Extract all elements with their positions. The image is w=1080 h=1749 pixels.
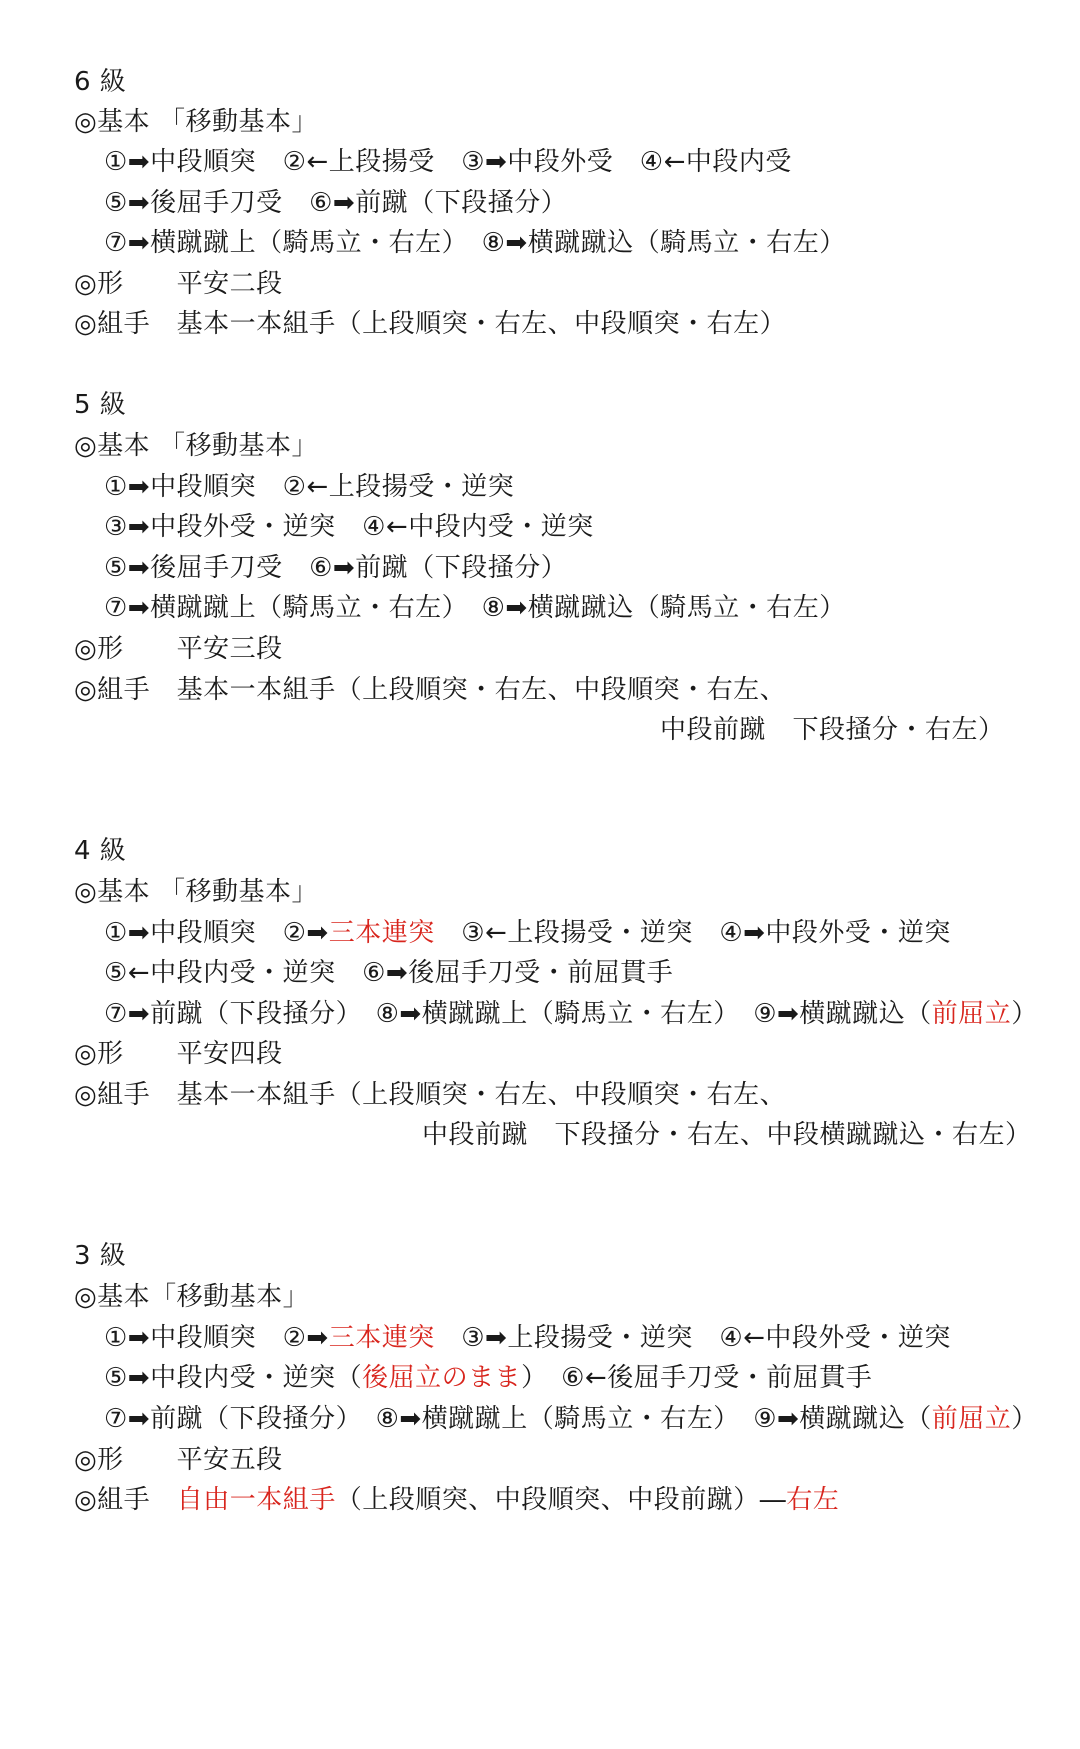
kihon-line	[104, 1358, 872, 1398]
line-text: ③➡上段揚受・逆突 ④←中段外受・逆突	[434, 1323, 951, 1353]
line-text: （上段順突、中段順突、中段前蹴）―	[335, 1485, 787, 1515]
kumite-line	[660, 710, 1005, 750]
grade-title: 5 級	[74, 390, 127, 420]
line-text: 中段前蹴 下段掻分・右左、中段横蹴蹴込・右左）	[422, 1120, 1032, 1150]
line-text: ⑤➡後屈手刀受 ⑥➡前蹴（下段掻分）	[104, 553, 568, 583]
kihon-line	[104, 548, 567, 588]
line-text: ⑤➡中段内受・逆突（	[104, 1363, 363, 1393]
grade-title: 4 級	[74, 836, 127, 866]
kumite-line	[422, 1115, 1032, 1155]
kihon-line	[104, 1318, 951, 1358]
highlighted-text: 前屈立	[931, 999, 1012, 1029]
line-text: ⑤←中段内受・逆突 ⑥➡後屈手刀受・前屈貫手	[104, 958, 674, 988]
kata-line: ◎形 平安三段	[74, 634, 283, 664]
line-text: ⑦➡前蹴（下段掻分） ⑧➡横蹴蹴上（騎馬立・右左） ⑨➡横蹴蹴込（	[104, 1404, 932, 1434]
line-text: ①➡中段順突 ②➡	[104, 1323, 329, 1353]
kata-line: ◎形 平安五段	[74, 1445, 283, 1475]
highlighted-text: 後屈立のまま	[362, 1363, 522, 1393]
line-text: 中段前蹴 下段掻分・右左）	[660, 715, 1005, 745]
kata-line: ◎形 平安二段	[74, 269, 283, 299]
grade-title: 6 級	[74, 67, 127, 97]
highlighted-text: 右左	[786, 1485, 840, 1515]
highlighted-text: 三本連突	[328, 1323, 435, 1353]
kihon-header: ◎基本 「移動基本」	[74, 107, 318, 137]
kumite-line	[74, 1480, 839, 1520]
highlighted-text: 自由一本組手	[176, 1485, 336, 1515]
line-text: ◎組手 基本一本組手（上段順突・右左、中段順突・右左、	[74, 1080, 787, 1110]
line-text: ⑦➡前蹴（下段掻分） ⑧➡横蹴蹴上（騎馬立・右左） ⑨➡横蹴蹴込（	[104, 999, 932, 1029]
highlighted-text: 三本連突	[328, 918, 435, 948]
kumite-line	[74, 1075, 786, 1115]
kumite-line	[74, 304, 786, 344]
line-text: ◎組手 基本一本組手（上段順突・右左、中段順突・右左、	[74, 675, 787, 705]
kihon-header: ◎基本「移動基本」	[74, 1282, 310, 1312]
line-text: ⑦➡横蹴蹴上（騎馬立・右左） ⑧➡横蹴蹴込（騎馬立・右左）	[104, 228, 846, 258]
kihon-line	[104, 1399, 1038, 1439]
line-text: ）	[1011, 1404, 1038, 1434]
kihon-header: ◎基本 「移動基本」	[74, 431, 318, 461]
kihon-line	[104, 913, 951, 953]
line-text: ③➡中段外受・逆突 ④←中段内受・逆突	[104, 512, 594, 542]
kihon-line	[104, 223, 846, 263]
kihon-line	[104, 588, 846, 628]
kihon-line	[104, 994, 1038, 1034]
line-text: ①➡中段順突 ②←上段揚受・逆突	[104, 472, 515, 502]
highlighted-text: 前屈立	[931, 1404, 1012, 1434]
line-text: ） ⑥←後屈手刀受・前屈貫手	[521, 1363, 873, 1393]
kihon-line	[104, 953, 673, 993]
line-text: ◎組手	[74, 1485, 177, 1515]
kihon-line	[104, 142, 792, 182]
kihon-line	[104, 467, 514, 507]
grade-title: 3 級	[74, 1241, 127, 1271]
line-text: ⑤➡後屈手刀受 ⑥➡前蹴（下段掻分）	[104, 188, 568, 218]
kihon-line	[104, 183, 567, 223]
line-text: ）	[1011, 999, 1038, 1029]
line-text: ⑦➡横蹴蹴上（騎馬立・右左） ⑧➡横蹴蹴込（騎馬立・右左）	[104, 593, 846, 623]
kihon-line	[104, 507, 594, 547]
line-text: ①➡中段順突 ②➡	[104, 918, 329, 948]
line-text: ①➡中段順突 ②←上段揚受 ③➡中段外受 ④←中段内受	[104, 147, 792, 177]
kumite-line	[74, 670, 786, 710]
line-text: ◎組手 基本一本組手（上段順突・右左、中段順突・右左）	[74, 309, 787, 339]
kihon-header: ◎基本 「移動基本」	[74, 877, 318, 907]
kata-line: ◎形 平安四段	[74, 1039, 283, 1069]
line-text: ③←上段揚受・逆突 ④➡中段外受・逆突	[434, 918, 951, 948]
